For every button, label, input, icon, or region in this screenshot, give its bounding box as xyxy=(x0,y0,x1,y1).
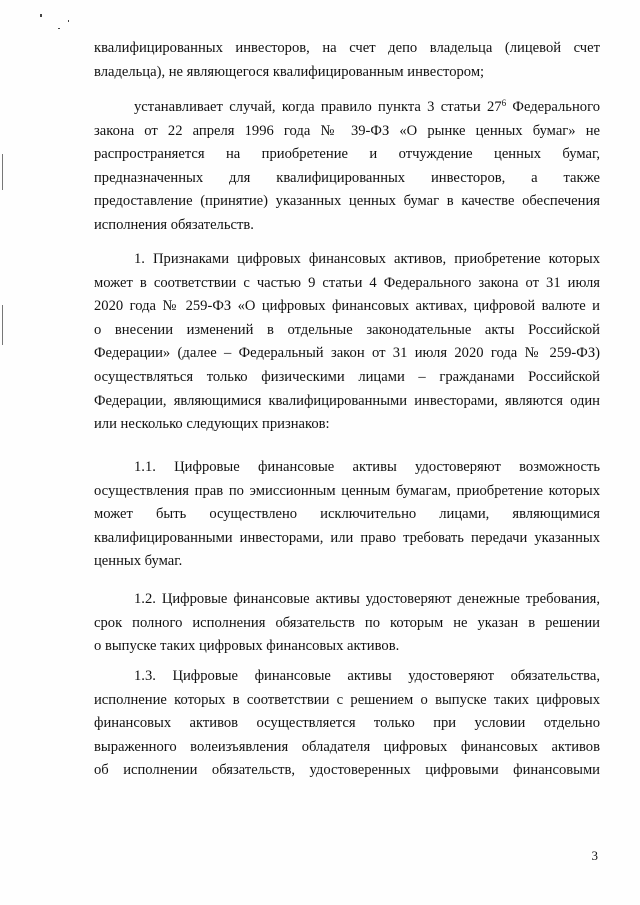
text-segment: устанавливает случай, когда правило пункта 3 статьи 27 xyxy=(134,99,502,115)
text-line: квалифицированными инвесторами, или право требовать передачи указанных xyxy=(94,529,600,546)
text-line: срок полного исполнения обязательств по которым не указан в решении xyxy=(94,614,600,631)
text-line: финансовых активов осуществляется только при условии отдельно xyxy=(94,715,600,732)
text-line: квалифицированных инвесторов, на счет депо владельца (лицевой счет xyxy=(94,40,600,56)
scan-artifact xyxy=(2,154,3,190)
text-line: распространяется на приобретение и отчуждение ценных бумаг, xyxy=(94,146,600,163)
scan-artifact xyxy=(68,20,69,22)
paragraph-clause-1-1 xyxy=(94,456,600,574)
text-line: владельца), не являющегося квалифицированным инвестором; xyxy=(94,63,485,80)
paragraph-clause-1 xyxy=(94,248,600,437)
text-line: предназначенных для квалифицированных инвесторов, а также xyxy=(94,169,600,186)
text-line: или несколько следующих признаков: xyxy=(94,416,330,433)
paragraph-continuation xyxy=(94,37,600,84)
text-line: 2020 года № 259-ФЗ «О цифровых финансовых активах, цифровой валюте и xyxy=(94,298,600,315)
page-number: 3 xyxy=(591,848,598,863)
text-line: Федерации» (далее – Федеральный закон от 31 июля 2020 года № 259-ФЗ) xyxy=(94,345,600,362)
text-line: 1. Признаками цифровых финансовых активов, приобретение которых xyxy=(134,251,600,267)
text-line: выраженного волеизъявления обладателя цифровых финансовых активов xyxy=(94,738,600,755)
text-line: осуществления прав по эмиссионным ценным бумагам, приобретение которых xyxy=(94,482,600,499)
text-line: ценных бумаг. xyxy=(94,553,183,570)
scan-artifact xyxy=(58,28,60,29)
text-line: об исполнении обязательств, удостоверенных цифровыми финансовыми xyxy=(94,762,600,779)
scan-artifact xyxy=(40,14,42,17)
text-line-with-superscript xyxy=(94,96,600,120)
text-line: о выпуске таких цифровых финансовых активов. xyxy=(94,638,400,655)
text-line: 1.3. Цифровые финансовые активы удостоверяют обязательства, xyxy=(134,668,600,684)
paragraph-exemption xyxy=(94,96,600,238)
text-line: предоставление (принятие) указанных ценных бумаг в качестве обеспечения xyxy=(94,193,600,210)
text-line: может в соответствии с частью 9 статьи 4 Федерального закона от 31 июля xyxy=(94,274,600,291)
paragraph-clause-1-3 xyxy=(94,665,600,783)
text-line: исполнения обязательств. xyxy=(94,216,254,233)
text-line: 1.1. Цифровые финансовые активы удостоверяют возможность xyxy=(134,459,600,475)
text-line: исполнение которых в соответствии с решением о выпуске таких цифровых xyxy=(94,691,600,708)
text-line: закона от 22 апреля 1996 года № 39-ФЗ «О рынке ценных бумаг» не xyxy=(94,122,600,139)
text-line: осуществляться только физическими лицами – гражданами Российской xyxy=(94,368,600,385)
text-line: 1.2. Цифровые финансовые активы удостоверяют денежные требования, xyxy=(134,591,600,607)
text-line: о внесении изменений в отдельные законодательные акты Российской xyxy=(94,321,600,338)
text-line: Федерации, являющимися квалифицированными инвесторами, являются один xyxy=(94,392,600,409)
scan-artifact xyxy=(2,305,3,345)
paragraph-clause-1-2 xyxy=(94,588,600,659)
text-segment: Федерального xyxy=(506,99,600,115)
superscript: 6 xyxy=(501,98,507,108)
text-line: может быть осуществлено исключительно лицами, являющимися xyxy=(94,506,600,523)
